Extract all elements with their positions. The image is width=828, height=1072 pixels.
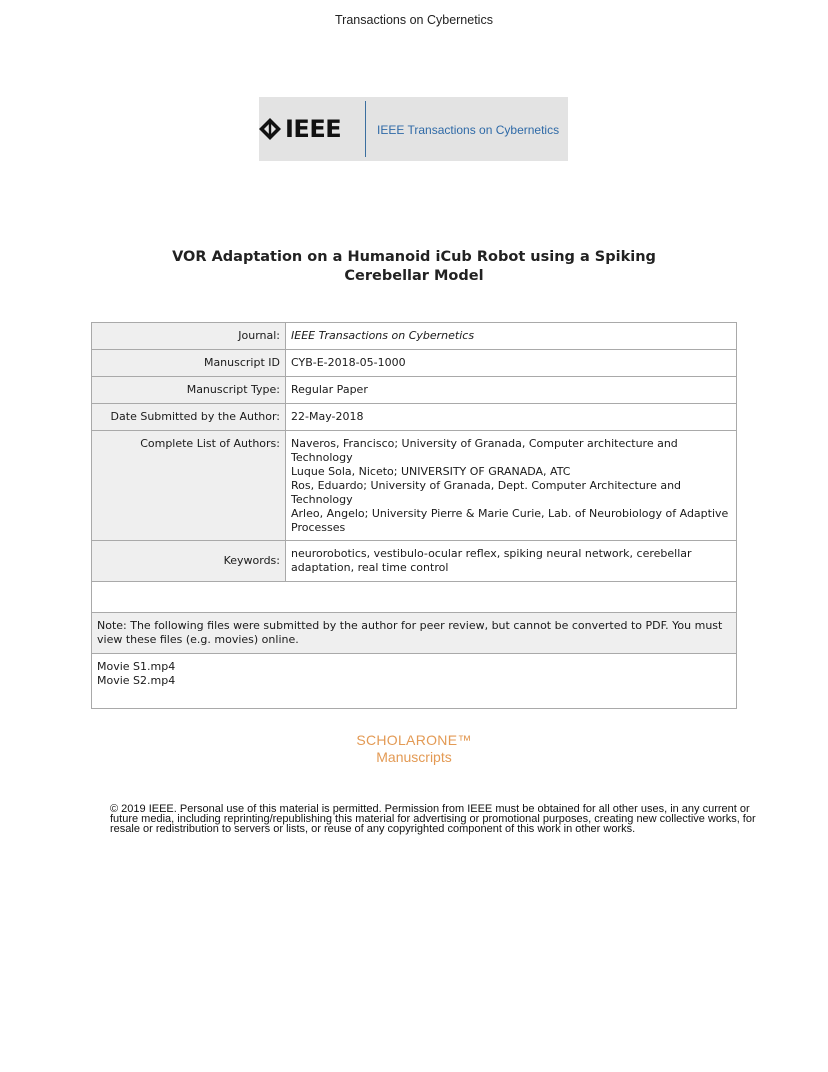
note-text: Note: The following files were submitted by the author for peer review, but cannot be converted to PDF. You must view these files (e.g. movies) online. [92, 613, 737, 654]
ieee-logo-wordmark: IEEE [285, 115, 342, 143]
scholarone-logo [0, 732, 828, 765]
note-row [92, 613, 737, 654]
empty-row [92, 582, 737, 613]
paper-title-line-1: VOR Adaptation on a Humanoid iCub Robot using a Spiking [172, 249, 656, 265]
scholarone-manuscripts: Manuscripts [376, 749, 452, 765]
authors-row [92, 431, 737, 541]
manuscript-id-value: CYB-E-2018-05-1000 [286, 350, 737, 377]
manuscript-type-label: Manuscript Type: [92, 377, 286, 404]
running-header: Transactions on Cybernetics [335, 13, 493, 27]
manuscript-metadata-table [91, 322, 737, 709]
authors-list [286, 431, 737, 541]
keywords-row [92, 541, 737, 582]
file-list [92, 654, 737, 709]
files-row [92, 654, 737, 709]
journal-value: IEEE Transactions on Cybernetics [286, 323, 737, 350]
paper-title [0, 248, 828, 286]
manuscript-type-value: Regular Paper [286, 377, 737, 404]
manuscript-id-label: Manuscript ID [92, 350, 286, 377]
copyright-notice: © 2019 IEEE. Personal use of this material is permitted. Permission from IEEE must be obtained for all other uses, in any current or future media, including reprinting/republishing this material for advertising or promotional purposes, creating new collective works, for resale or redistribution to servers or lists, or reuse of any copyrighted component of this work in other works. [110, 803, 756, 835]
logo-divider [365, 101, 366, 157]
journal-label: Journal: [92, 323, 286, 350]
file-entry: Movie S2.mp4 [97, 674, 176, 687]
date-submitted-value: 22-May-2018 [286, 404, 737, 431]
date-submitted-label: Date Submitted by the Author: [92, 404, 286, 431]
author-entry: Luque Sola, Niceto; UNIVERSITY OF GRANADA, ATC [291, 465, 571, 478]
keywords-label: Keywords: [92, 541, 286, 582]
empty-cell [92, 582, 737, 613]
journal-row [92, 323, 737, 350]
file-entry: Movie S1.mp4 [97, 660, 176, 673]
paper-title-line-2: Cerebellar Model [344, 268, 484, 284]
keywords-value: neurorobotics, vestibulo-ocular reflex, spiking neural network, cerebellar adaptation, real time control [286, 541, 737, 582]
date-submitted-row [92, 404, 737, 431]
manuscript-type-row [92, 377, 737, 404]
scholarone-wordmark: SCHOLARONE™ [356, 732, 472, 748]
author-entry: Naveros, Francisco; University of Granada, Computer architecture and Technology [291, 437, 678, 464]
authors-label: Complete List of Authors: [92, 431, 286, 541]
author-entry: Arleo, Angelo; University Pierre & Marie Curie, Lab. of Neurobiology of Adaptive Processes [291, 507, 729, 534]
author-entry: Ros, Eduardo; University of Granada, Dept. Computer Architecture and Technology [291, 479, 682, 506]
manuscript-id-row [92, 350, 737, 377]
logo-journal-name: IEEE Transactions on Cybernetics [377, 123, 560, 137]
